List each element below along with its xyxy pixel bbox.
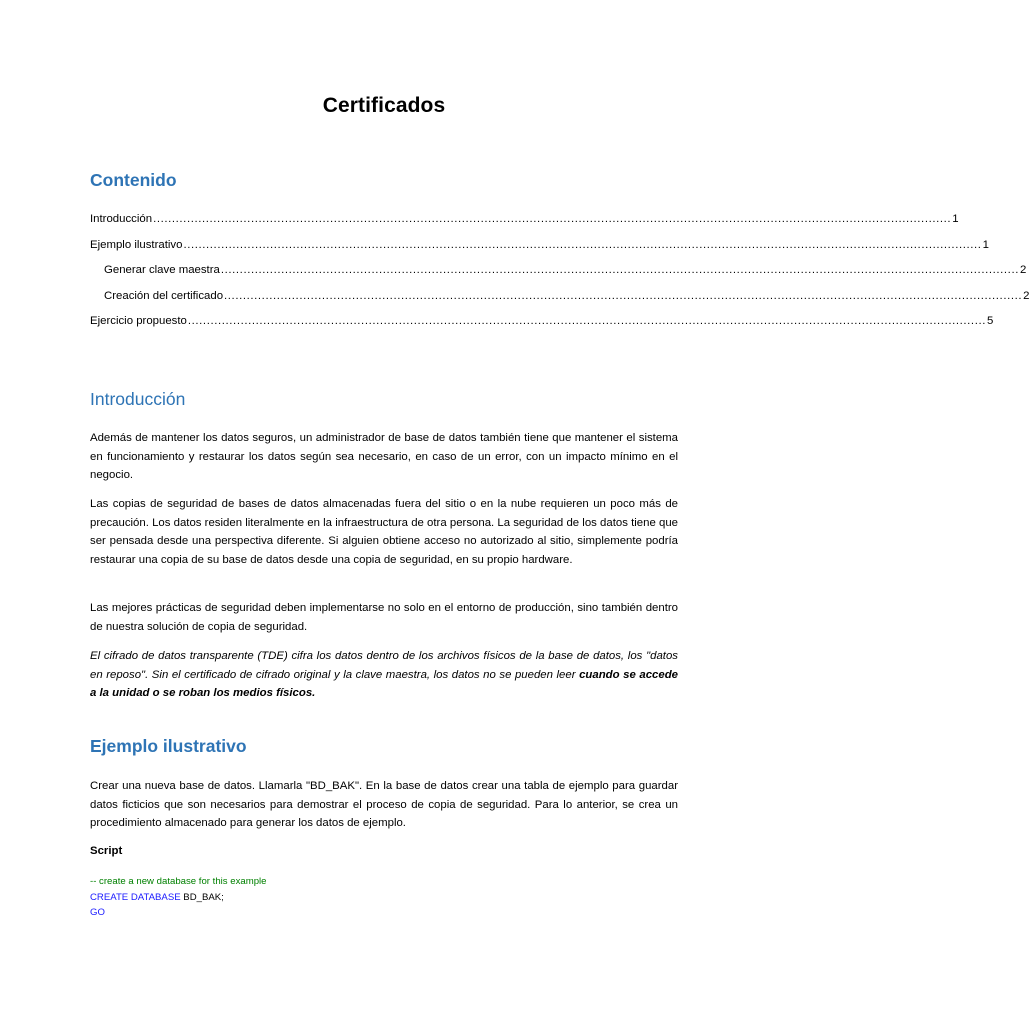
toc-entry-page: 5 xyxy=(987,315,994,327)
intro-paragraph-1: Además de mantener los datos seguros, un administrador de base de datos también tiene que mantener el sistema en funcionamiento y restaurar los datos según sea necesario, en caso de un error, con un impacto mínimo en el negocio. xyxy=(90,432,678,482)
section-heading-introduccion: Introducción xyxy=(90,389,186,409)
toc-entry-page: 1 xyxy=(952,213,959,225)
code-line-create xyxy=(90,890,267,906)
toc-entry-page: 2 xyxy=(1019,264,1027,276)
intro-paragraph-2: Las copias de seguridad de bases de datos almacenadas fuera del sitio o en la nube requieren un poco más de precaución. Los datos residen literalmente en la infraestructura de otra persona. La seguridad de los datos tiene que ser pensada desde una perspectiva diferente. Si alguien obtiene acceso no autorizado al sitio, simplemente podría restaurar una copia de su base de datos desde una copia de seguridad, en su propio hardware. xyxy=(90,498,678,567)
code-comment: -- create a new database for this example xyxy=(90,876,267,887)
toc-entry-ejercicio-propuesto[interactable] xyxy=(90,313,994,339)
toc-entry-label: Ejercicio propuesto xyxy=(90,315,187,327)
intro-paragraph-4-bold-italic: cuando se accede a la unidad o se roban los medios físicos. xyxy=(90,668,678,700)
toc-entry-ejemplo-ilustrativo[interactable] xyxy=(90,237,989,263)
table-of-contents xyxy=(90,211,1030,339)
toc-entry-generar-clave-maestra[interactable] xyxy=(90,262,1027,288)
toc-leader-dots: .................................................................................................................................................................................................................... xyxy=(220,264,1019,276)
code-block xyxy=(90,874,267,921)
toc-entry-label: Introducción xyxy=(90,213,153,225)
section-heading-ejemplo-ilustrativo: Ejemplo ilustrativo xyxy=(90,736,247,756)
toc-entry-page: 2 xyxy=(1023,289,1030,302)
script-label: Script xyxy=(90,845,123,857)
code-keyword: CREATE DATABASE xyxy=(90,891,181,903)
code-identifier: BD_BAK; xyxy=(180,891,224,903)
toc-leader-dots: .................................................................................................................................................................................................................... xyxy=(187,315,986,327)
toc-entry-page: 1 xyxy=(982,238,989,251)
toc-leader-dots: .................................................................................................................................................................................................................... xyxy=(183,238,982,251)
toc-entry-label: Ejemplo ilustrativo xyxy=(90,238,183,251)
code-keyword-go: GO xyxy=(90,907,105,918)
toc-entry-label: Generar clave maestra xyxy=(104,264,220,276)
intro-paragraph-4 xyxy=(90,647,678,703)
toc-entry-label: Creación del certificado xyxy=(104,289,224,302)
example-paragraph-1: Crear una nueva base de datos. Llamarla "BD_BAK". En la base de datos crear una tabla de ejemplo para guardar datos ficticios que son necesarios para demostrar el proceso de copia de seguridad. Para lo anterior, se crea un procedimiento almacenado para generar los datos de ejemplo. xyxy=(90,780,678,830)
document-title: Certificados xyxy=(322,94,446,117)
toc-leader-dots: .................................................................................................................................................................................................................... xyxy=(224,289,1023,302)
intro-paragraph-4-italic: El cifrado de datos transparente (TDE) cifra los datos dentro de los archivos físicos de la base de datos, los "datos en reposo". Sin el certificado de cifrado original y la clave maestra, los datos no se pueden leer xyxy=(90,650,678,681)
toc-entry-creacion-certificado[interactable] xyxy=(90,288,1030,314)
intro-paragraph-3: Las mejores prácticas de seguridad deben implementarse no solo en el entorno de producción, sino también dentro de nuestra solución de copia de seguridad. xyxy=(90,602,678,633)
toc-entry-introduccion[interactable] xyxy=(90,211,959,237)
toc-heading: Contenido xyxy=(90,170,177,190)
toc-leader-dots: .................................................................................................................................................................................................................... xyxy=(153,213,952,225)
